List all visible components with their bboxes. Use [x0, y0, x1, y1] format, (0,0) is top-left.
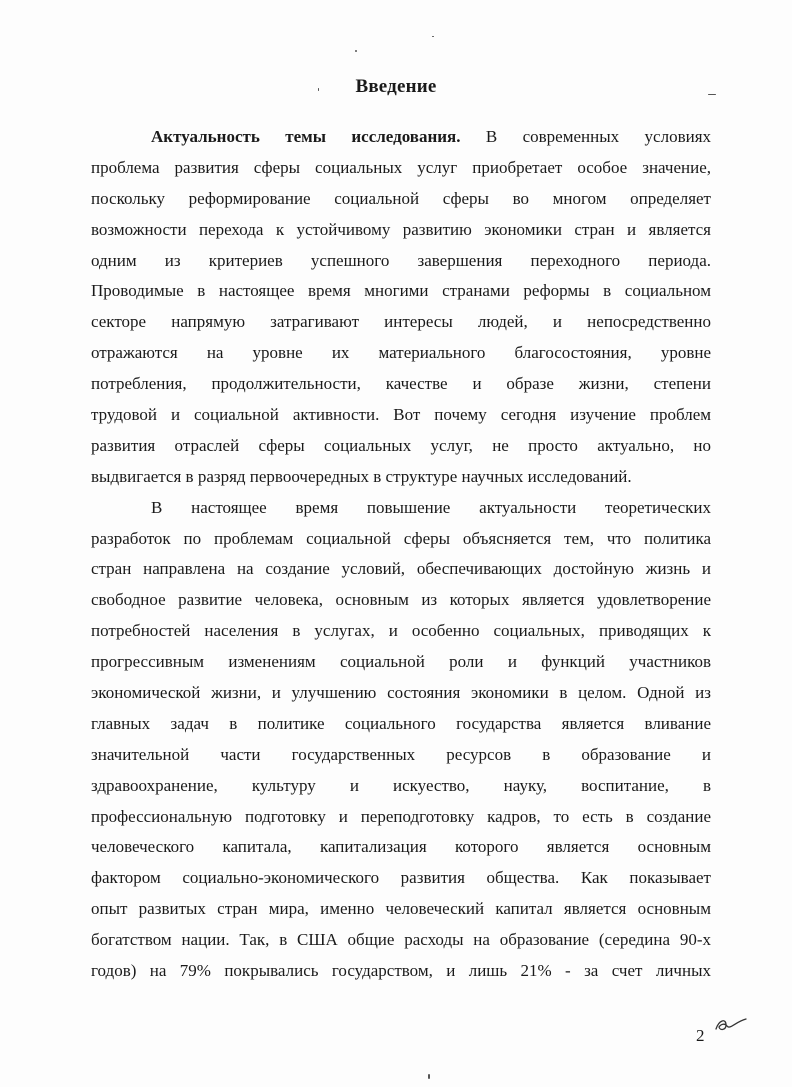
text-line: поскольку реформирование социальной сферы во многом определяет — [91, 188, 711, 208]
text-line: развития отраслей сферы социальных услуг, не просто актуально, но — [91, 435, 711, 455]
scan-speck — [432, 36, 434, 37]
text-line: одним из критериев успешного завершения переходного периода. — [91, 250, 711, 270]
page-title: Введение — [355, 76, 437, 97]
text-line: свободное развитие человека, основным из которых является удовлетворение — [91, 590, 711, 610]
text-line: отражаются на уровне их материального благосостояния, уровне — [91, 343, 711, 363]
document-body — [91, 122, 711, 987]
text-line: фактором социально-экономического развития общества. Как показывает — [91, 868, 711, 888]
text-line: стран направлена на создание условий, обеспечивающих достойную жизнь и — [91, 559, 711, 579]
text-line: выдвигается в разряд первоочередных в структуре научных исследований. — [91, 466, 632, 486]
text-line: секторе напрямую затрагивают интересы людей, и непосредственно — [91, 312, 711, 332]
text-line: значительной части государственных ресурсов в образование и — [91, 744, 711, 764]
text-line: богатством нации. Так, в США общие расходы на образование (середина 90-х — [91, 930, 711, 950]
scan-speck — [355, 50, 357, 52]
text-line: В настоящее время повышение актуальности теоретических — [151, 497, 711, 517]
text-fragment: В современных условиях — [485, 127, 712, 146]
scan-speck — [428, 1074, 430, 1079]
text-line: Проводимые в настоящее время многими странами реформы в социальном — [91, 281, 711, 301]
text-line: человеческого капитала, капитализация которого является основным — [91, 837, 711, 857]
text-line: трудовой и социальной активности. Вот почему сегодня изучение проблем — [91, 405, 711, 425]
text-line: возможности перехода к устойчивому развитию экономики стран и является — [91, 219, 711, 239]
text-line: главных задач в политике социального государства является вливание — [91, 713, 711, 733]
text-line: годов) на 79% покрывались государством, и лишь 21% - за счет личных — [91, 961, 711, 981]
text-line: разработок по проблемам социальной сферы объясняется тем, что политика — [91, 528, 711, 548]
text-line: опыт развитых стран мира, именно человеческий капитал является основным — [91, 899, 711, 919]
handwritten-mark — [713, 1014, 749, 1034]
page-number: 2 — [696, 1026, 705, 1045]
text-line: потребностей населения в услугах, и особенно социальных, приводящих к — [91, 621, 711, 641]
text-line: здравоохранение, культуру и искуество, науку, воспитание, в — [91, 775, 711, 795]
text-line: потребления, продолжительности, качестве и образе жизни, степени — [91, 374, 711, 394]
text-line: проблема развития сферы социальных услуг приобретает особое значение, — [91, 157, 711, 177]
section-heading: Актуальность темы исследования. — [151, 127, 461, 146]
text-line: экономической жизни, и улучшению состояния экономики в целом. Одной из — [91, 683, 711, 703]
text-line — [91, 122, 711, 153]
text-line: профессиональную подготовку и переподготовку кадров, то есть в создание — [91, 806, 711, 826]
text-line: прогрессивным изменениям социальной роли и функций участников — [91, 652, 711, 672]
